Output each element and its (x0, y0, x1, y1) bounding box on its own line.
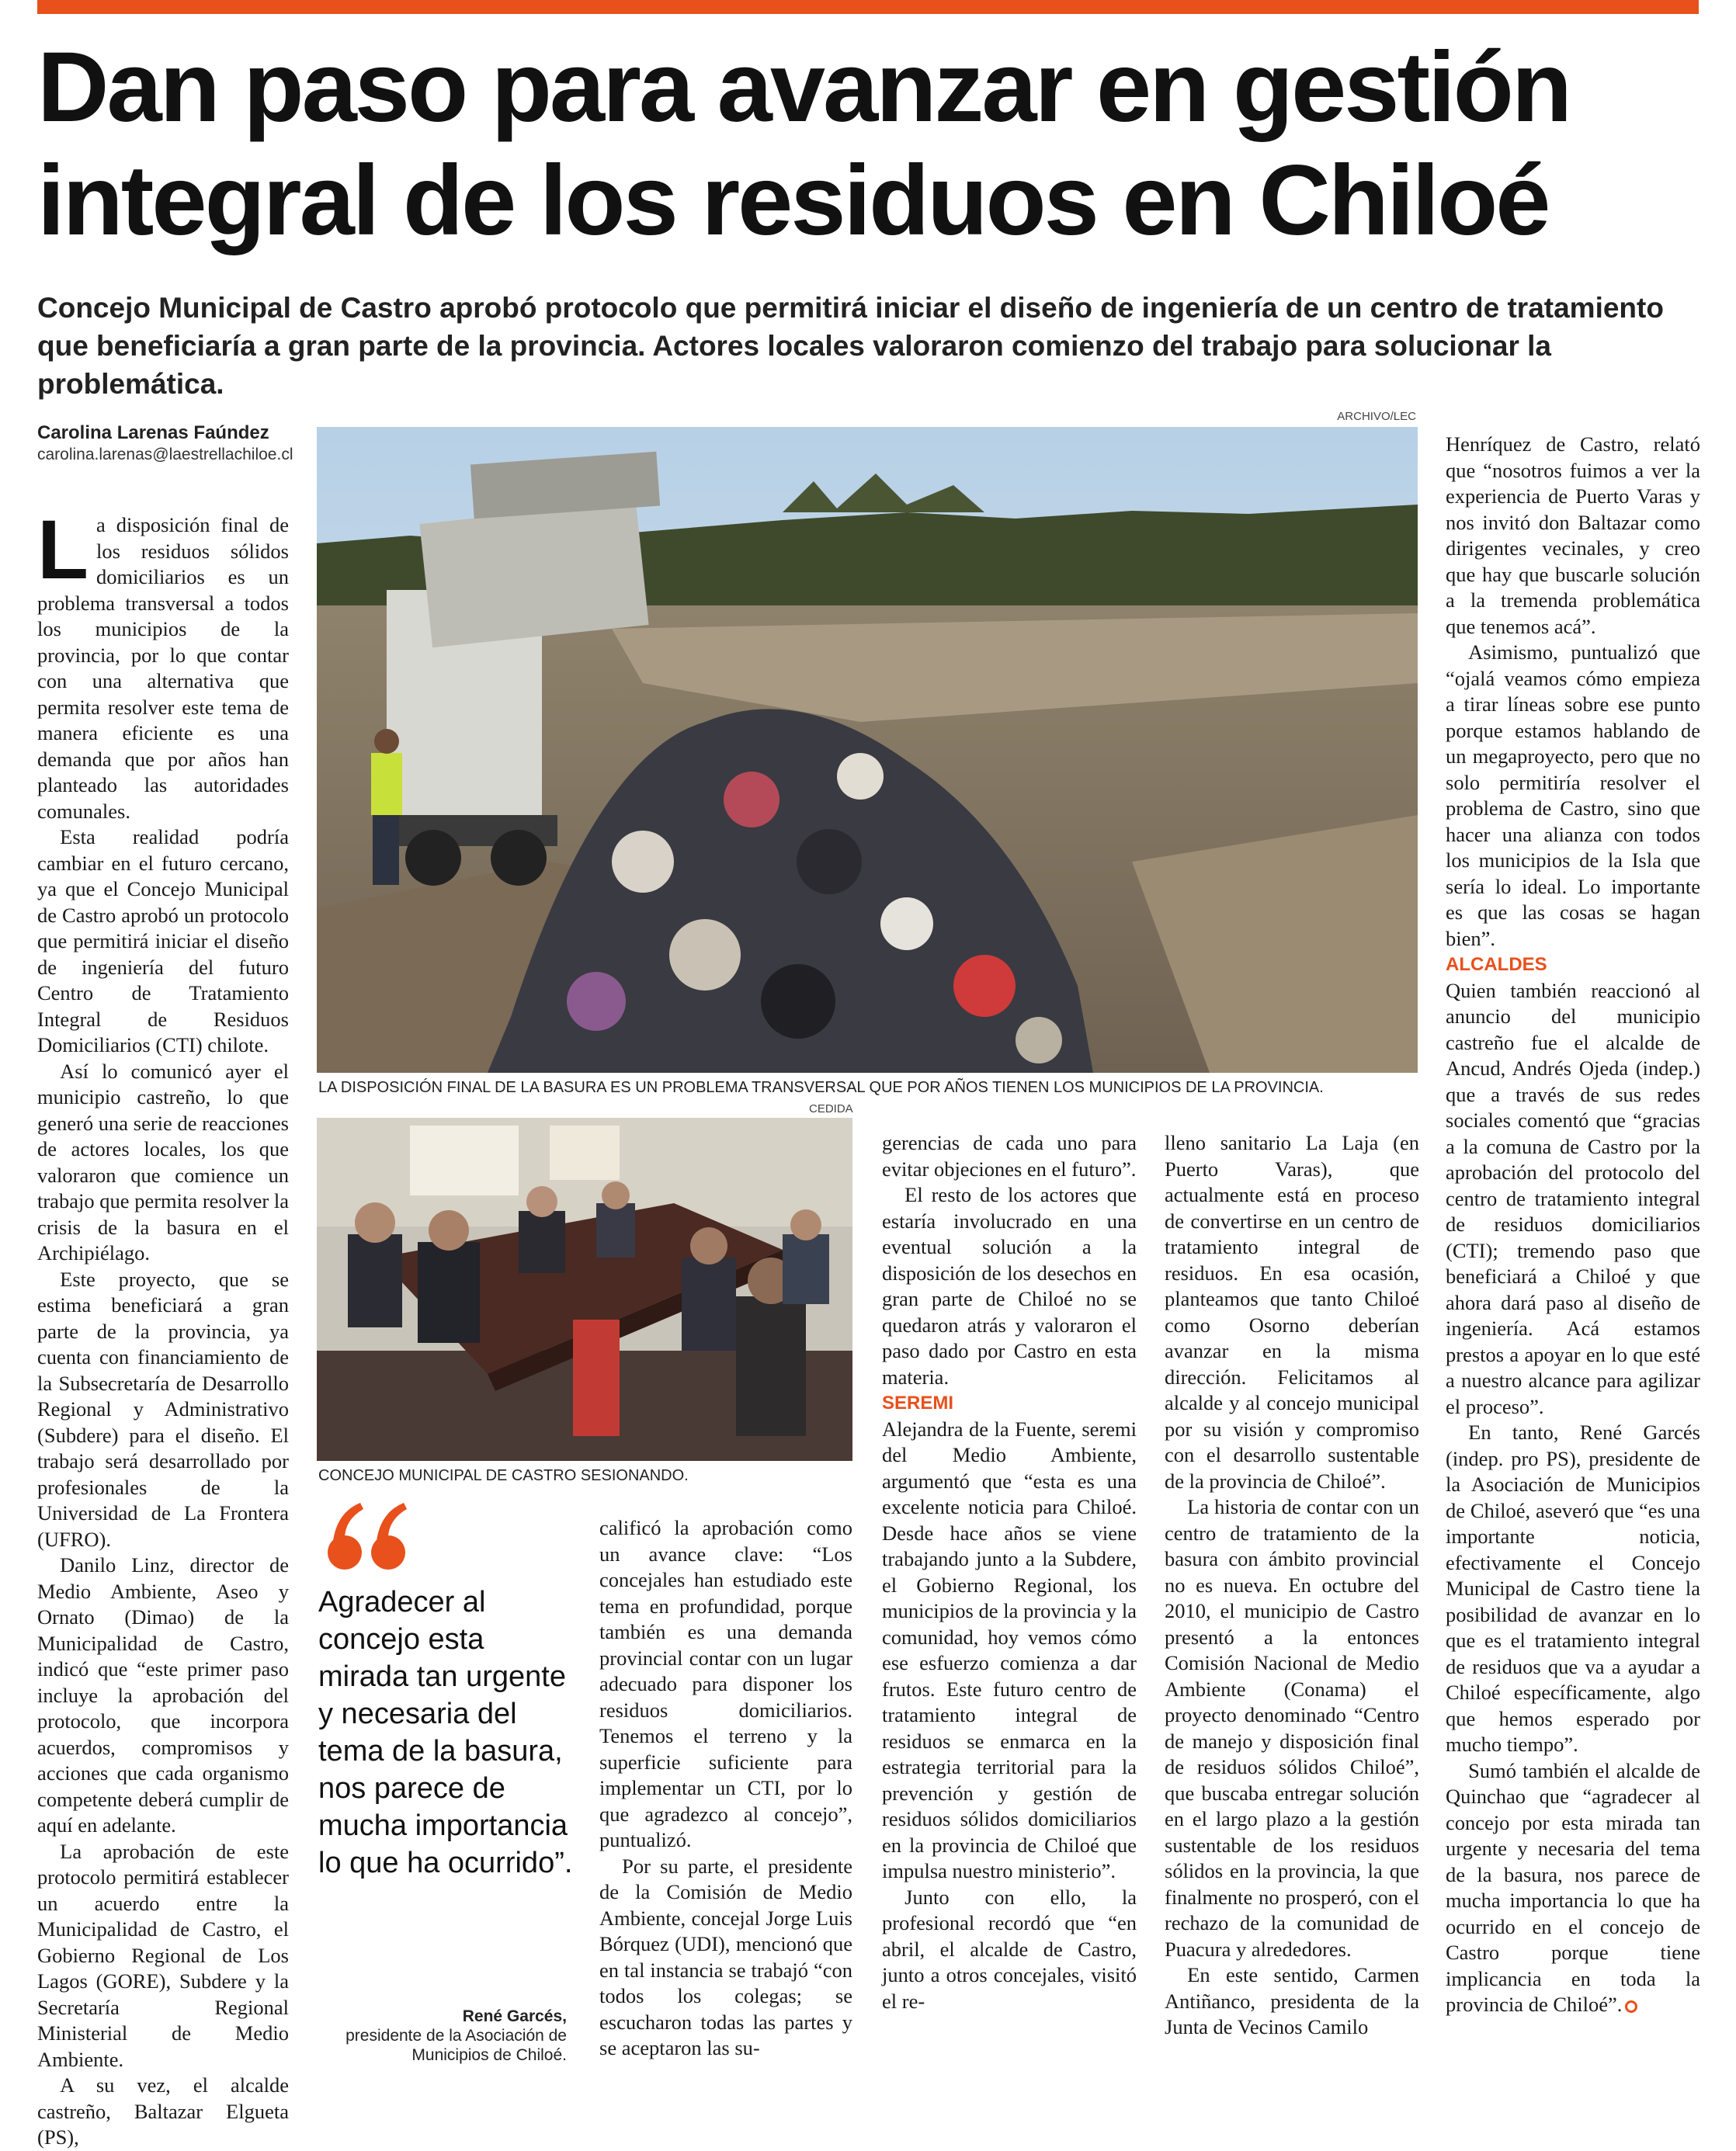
column-1-paragraph-3: Así lo comunicó ayer el municipio castreño, lo que generó una serie de reacciones de actores locales, los que valoraron que comience un trabajo que permita resolver la crisis de la basura en el Archipiélago. (37, 1059, 289, 1265)
column-5-paragraph-2: La historia de contar con un centro de tratamiento de la basura con ámbito provincial no es nueva. En octubre del 2010, el municipio de Castro presentó a la entonces Comisión Nacional de Medio Ambiente (Conama) el proyecto denominado “Centro de manejo y disposición final de residuos sólidos Chiloé”, que buscaba entregar solución en el largo plazo a la gestión sustentable de los residuos sólidos en la provincia, la que finalmente no prosperó, con el rechazo de la comunidad de Puacura y alrededores. (1165, 1495, 1419, 1961)
column-4-paragraph-2: El resto de los actores que estaría involucrado en una eventual solución a la disposición de los desechos en gran parte de Chiloé no se quedaron atrás y valoraron el paso dado por Castro en esta materia. (882, 1183, 1137, 1389)
drop-cap: L (37, 502, 89, 596)
orange-circle-end-mark-icon (1625, 2000, 1637, 2013)
column-3-paragraph-2: Por su parte, el presidente de la Comisión de Medio Ambiente, concejal Jorge Luis Bórquez (UDI), mencionó que en tal instancia se trabajó “con todos los colegas; se escucharon todas las partes y se aceptaron las su- (599, 1854, 852, 2059)
headline: Dan paso para avanzar en gestión integral de los residuos en Chiloé (37, 32, 1570, 256)
article-column-6 (1446, 432, 1700, 2018)
pull-quote-text: Agradecer al concejo esta mirada tan urgente y necesaria del tema de la basura, nos parece de mucha importancia lo que ha ocurrido”. (318, 1586, 573, 1879)
column-6-paragraph-3: Quien también reaccionó al anuncio del municipio castreño fue el alcalde de Ancud, Andrés Ojeda (indep.) que a través de sus redes sociales comentó que “gracias a la comuna de Castro por la aprobación del protocolo del centro de tratamiento integral de residuos domiciliarios (CTI); tremendo paso que beneficiará a Chiloé y que ahora dará paso al diseño de ingeniería. Acá estamos prestos a apoyar en lo que esté a nuestro alcance para agilizar el proceso”. (1446, 978, 1700, 1418)
column-3-paragraph-1: calificó la aprobación como un avance clave: “Los concejales han estudiado este tema en profundidad, porque también es una demanda provincial contar con un lugar adecuado para disponer los residuos domiciliarios. Tenemos el terreno y la superficie suficiente para implementar un CTI, por lo que agradezco al concejo”, puntualizó. (599, 1516, 852, 1851)
article-column-5 (1165, 1130, 1419, 2041)
column-5-paragraph-3: En este sentido, Carmen Antiñanco, presidenta de la Junta de Vecinos Camilo (1165, 1963, 1419, 2038)
orange-open-quote-icon (321, 1498, 415, 1576)
column-5-paragraph-1: lleno sanitario La Laja (en Puerto Varas), que actualmente está en proceso de convertirse en un centro de tratamiento integral de residuos. En esa ocasión, planteamos que tanto Chiloé como Osorno deberían avanzar en la misma dirección. Felicitamos al alcalde y al concejo municipal por su visión y compromiso con el desarrollo sustentable de la provincia de Chiloé”. (1165, 1131, 1419, 1493)
pull-quote-name: René Garcés, (462, 2007, 567, 2025)
subhead-seremi: SEREMI (882, 1393, 954, 1414)
column-1-paragraph-5: Danilo Linz, director de Medio Ambiente, Aseo y Ornato (Dimao) de la Municipalidad de Castro, indicó que “este primer paso incluye la aprobación del protocolo, que incorpora acuerdos, compromisos y acciones que cada organismo competente deberá cumplir de aquí en adelante. (37, 1553, 289, 1837)
subhead-alcaldes: ALCALDES (1446, 954, 1547, 975)
top-accent-bar (37, 0, 1699, 14)
column-4-paragraph-3: Alejandra de la Fuente, seremi del Medio Ambiente, argumentó que “esta es una excelente noticia para Chiloé. Desde hace años se viene trabajando junto a la Subdere, el Gobierno Regional, los municipios de la provincia y la comunidad, hoy vemos cómo ese esfuerzo comienza a dar frutos. Este futuro centro de tratamiento integral de residuos se enmarca en la estrategia territorial para la prevención y gestión de residuos sólidos domiciliarios en la provincia de Chiloé que impulsa nuestro ministerio”. (882, 1417, 1137, 1882)
byline-email[interactable]: carolina.larenas@laestrellachiloe.cl (37, 446, 293, 463)
article-column-1 (37, 502, 289, 2151)
pull-quote-attribution (318, 2007, 567, 2065)
column-1-paragraph-4: Este proyecto, que se estima beneficiará a gran parte de la provincia, ya cuenta con financiamiento de la Subsecretaría de Desarrollo Regional y Administrativo (Subdere) para el diseño. El trabajo será desarrollado por profesionales de la Universidad de La Frontera (UFRO). (37, 1267, 289, 1551)
article-column-4 (882, 1130, 1137, 2014)
main-photo-caption: LA DISPOSICIÓN FINAL DE LA BASURA ES UN PROBLEMA TRANSVERSAL QUE POR AÑOS TIENEN LOS MUNICIPIOS DE LA PROVINCIA. (318, 1079, 1324, 1096)
deck: Concejo Municipal de Castro aprobó protocolo que permitirá iniciar el diseño de ingeniería de un centro de tratamiento que beneficiaría a gran parte de la provincia. Actores locales valoraron comienzo del trabajo para solucionar la problemática. (37, 292, 1664, 400)
column-1-paragraph-6: La aprobación de este protocolo permitirá establecer un acuerdo entre la Municipalidad de Castro, el Gobierno Regional de Los Lagos (GORE), Subdere y la Secretaría Regional Ministerial de Medio Ambiente. (37, 1839, 289, 2071)
meeting-photo-council (317, 1118, 852, 1461)
column-6-paragraph-5: Sumó también el alcalde de Quinchao que “agradecer al concejo por esta mirada tan urgente y necesaria del tema de la basura, nos parece de mucha importancia lo que ha ocurrido en el concejo de Castro porque tiene implicancia en toda la provincia de Chiloé”. (1446, 1758, 1700, 2016)
column-6-paragraph-1: Henríquez de Castro, relató que “nosotros fuimos a ver la experiencia de Puerto Varas y nos invitó don Baltazar como dirigentes vecinales, y creo que hay que buscarle solución a la tremenda problemática que tenemos acá”. (1446, 432, 1700, 638)
column-6-paragraph-2: Asimismo, puntualizó que “ojalá veamos cómo empieza a tirar líneas sobre ese punto porque estamos hablando de un megaproyecto, pero que no solo permitiría resolver el problema de Castro, sino que hacer una alianza con todos los municipios de la Isla que sería lo ideal. Lo importante es que las cosas se hagan bien”. (1446, 640, 1700, 950)
meeting-photo-credit: CEDIDA (809, 1102, 853, 1115)
byline-author: Carolina Larenas Faúndez (37, 422, 269, 443)
pull-quote-role: presidente de la Asociación de Municipios de Chiloé. (345, 2027, 567, 2064)
article-column-3 (599, 1515, 852, 2062)
column-4-paragraph-4: Junto con ello, la profesional recordó que “en abril, el alcalde de Castro, junto a otros concejales, visitó el re- (882, 1885, 1137, 2013)
column-4-paragraph-1: gerencias de cada uno para evitar objeciones en el futuro”. (882, 1131, 1137, 1181)
column-1-paragraph-2: Esta realidad podría cambiar en el futuro cercano, ya que el Concejo Municipal de Castro aprobó un protocolo que permitirá iniciar el diseño de ingeniería del futuro Centro de Tratamiento Integral de Residuos Domiciliarios (CTI) chilote. (37, 825, 289, 1056)
column-6-paragraph-4: En tanto, René Garcés (indep. pro PS), presidente de la Asociación de Municipios de Chiloé, aseveró que “es una importante noticia, efectivamente el Concejo Municipal de Castro tiene la posibilidad de avanzar en lo que es el tratamiento integral de residuos que va a ayudar a Chiloé específicamente, algo que hemos esperado por mucho tiempo”. (1446, 1421, 1700, 1756)
main-photo-credit: ARCHIVO/LEC (1337, 410, 1416, 423)
column-1-paragraph-7: A su vez, el alcalde castreño, Baltazar Elgueta (PS), (37, 2073, 289, 2149)
main-photo-landfill (317, 427, 1418, 1073)
column-1-paragraph-1: La disposición final de los residuos sólidos domiciliarios es un problema transversal a todos los municipios de la provincia, por lo que contar con una alternativa que permita resolver este tema de manera eficiente es una demanda que por años han planteado las autoridades comunales. (37, 502, 289, 823)
meeting-photo-caption: CONCEJO MUNICIPAL DE CASTRO SESIONANDO. (318, 1467, 689, 1484)
